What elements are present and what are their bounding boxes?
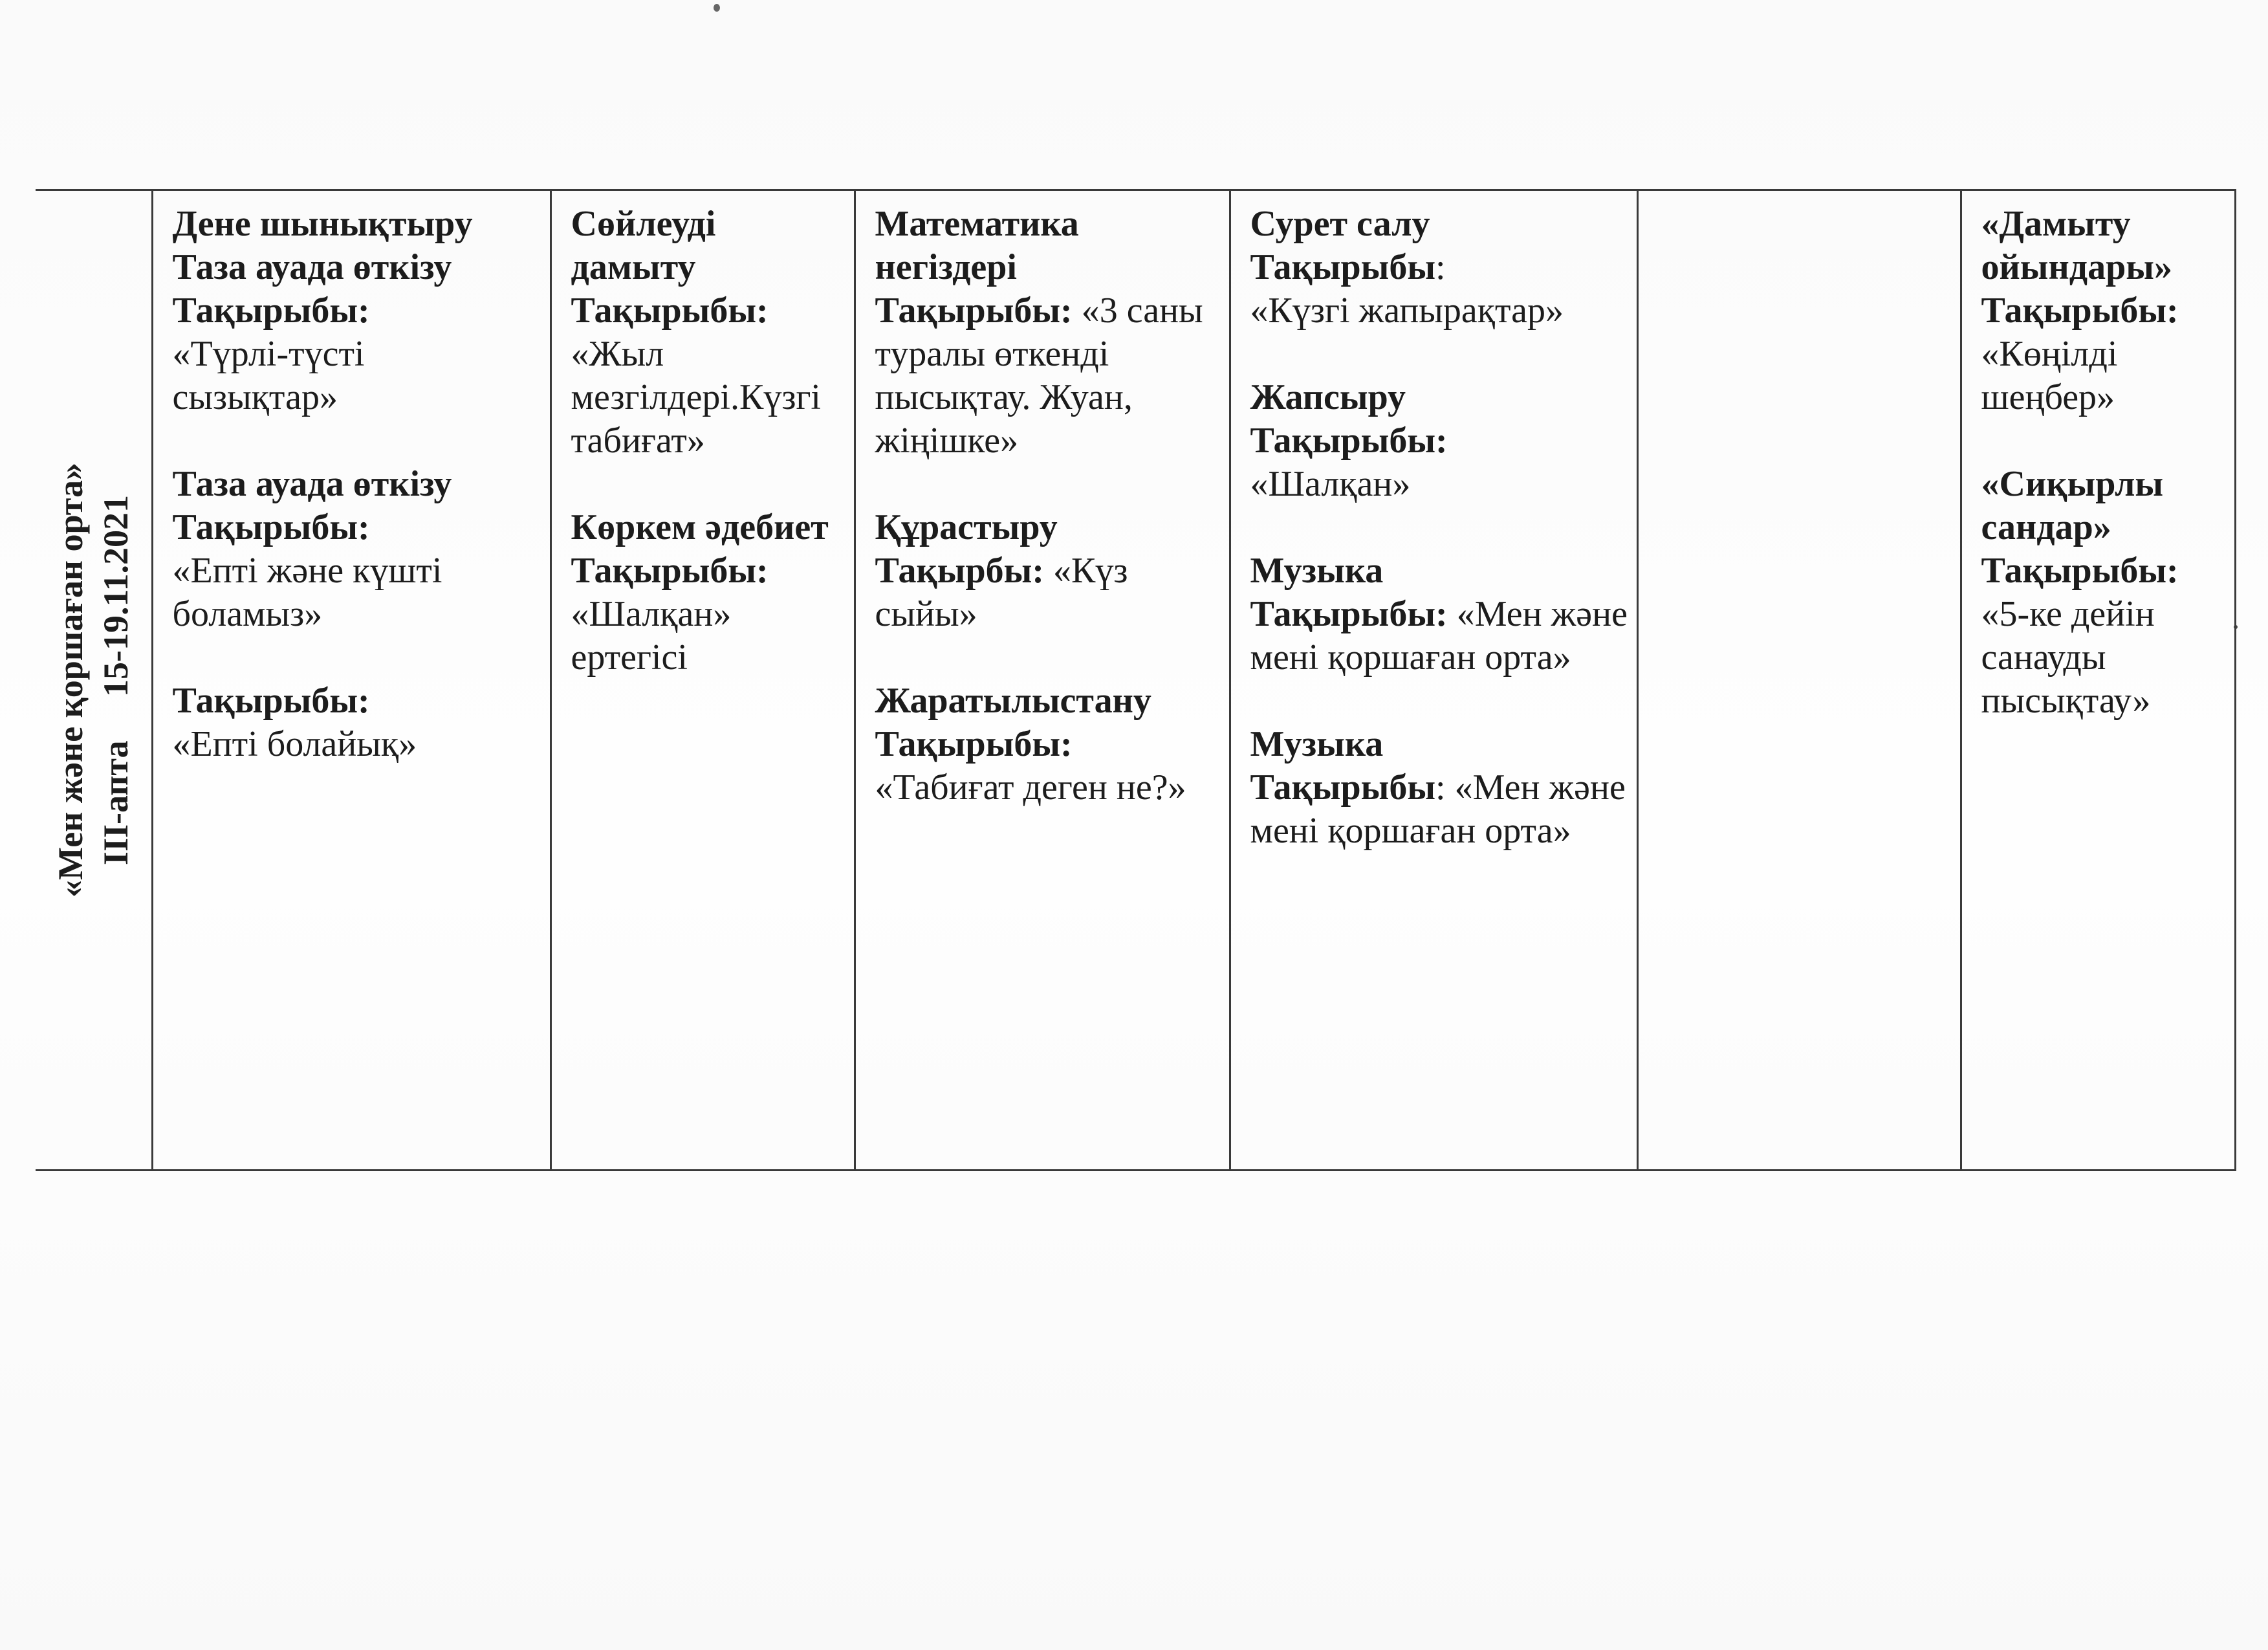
cell-physical-education xyxy=(152,190,551,1171)
topic-label: Тақырыбы: xyxy=(172,681,370,721)
topic-label: Тақырыбы xyxy=(1250,767,1436,808)
topic-label: Тақырбы: xyxy=(875,551,1044,591)
topic-text: «5-ке дейін санауды пысықтау» xyxy=(1981,594,2155,721)
topic-label: Тақырыбы: xyxy=(172,507,370,547)
cell-arts-music xyxy=(1230,190,1637,1171)
subject-title: Құрастыру xyxy=(875,507,1058,547)
session-note: Таза ауада өткізу xyxy=(172,464,452,504)
topic-label: Тақырыбы: xyxy=(1981,291,2179,331)
subject-title: «Сиқырлы сандар» xyxy=(1981,464,2164,547)
topic-colon: : xyxy=(1435,767,1446,808)
week-theme: «Мен және қоршаған орта» xyxy=(51,463,91,897)
topic-label: Тақырыбы: xyxy=(875,291,1073,331)
scan-speck xyxy=(714,4,720,12)
topic-label: Тақырыбы: xyxy=(571,291,769,331)
subject-title: Жаратылыстану xyxy=(875,681,1151,721)
subject-title: Музыка xyxy=(1250,551,1384,591)
topic-text: «Күзгі жапырақтар» xyxy=(1250,291,1564,331)
cell-empty xyxy=(1637,190,1961,1171)
subject-title: «Дамыту ойындары» xyxy=(1981,204,2172,287)
topic-text: «Епті болайық» xyxy=(172,724,417,764)
week-dates: ІІІ-апта 15-19.11.2021 xyxy=(96,494,136,866)
topic-label: Тақырыбы: xyxy=(1981,551,2179,591)
topic-text: «Көңілді шеңбер» xyxy=(1981,334,2118,417)
topic-text: «Жыл мезгілдері.Күзгі табиғат» xyxy=(571,334,821,461)
subject-title: Математика негіздері xyxy=(875,204,1079,287)
week-header-text xyxy=(48,463,138,897)
cell-speech-development xyxy=(551,190,855,1171)
topic-text: «Мен және мені қоршаған орта» xyxy=(1250,594,1628,677)
topic-text: «Күз сыйы» xyxy=(875,551,1128,634)
subject-title: Сурет салу xyxy=(1250,204,1430,244)
session-note: Таза ауада өткізу xyxy=(172,247,452,287)
topic-label: Тақырыбы: xyxy=(1250,594,1448,634)
cell-games xyxy=(1961,190,2235,1171)
topic-label: Тақырыбы: xyxy=(1250,421,1448,461)
topic-label: Тақырыбы: xyxy=(172,291,370,331)
topic-label: Тақырыбы: xyxy=(571,551,769,591)
topic-text: «Шалқан» xyxy=(1250,464,1411,504)
topic-text: «Мен және мені қоршаған орта» xyxy=(1250,767,1626,851)
topic-text: «Табиғат деген не?» xyxy=(875,767,1186,808)
topic-label: Тақырыбы xyxy=(1250,247,1436,287)
topic-text: «Епті және күшті боламыз» xyxy=(172,551,442,634)
topic-label: Тақырыбы: xyxy=(875,724,1073,764)
topic-text: «Шалқан» ертегісі xyxy=(571,594,732,677)
table-row xyxy=(36,190,2235,1171)
weekly-plan-table xyxy=(36,189,2236,1171)
topic-text: «Түрлі-түсті сызықтар» xyxy=(172,334,365,417)
topic-colon: : xyxy=(1435,247,1446,287)
cell-mathematics xyxy=(855,190,1230,1171)
subject-title: Музыка xyxy=(1250,724,1384,764)
topic-text: «3 саны туралы өткенді пысықтау. Жуан, жіңішке» xyxy=(875,291,1203,461)
subject-title: Жапсыру xyxy=(1250,377,1406,417)
subject-title: Сөйлеуді дамыту xyxy=(571,204,716,287)
subject-title: Дене шынықтыру xyxy=(172,204,473,244)
subject-title: Көркем әдебиет xyxy=(571,507,829,547)
week-header-cell xyxy=(36,190,152,1171)
